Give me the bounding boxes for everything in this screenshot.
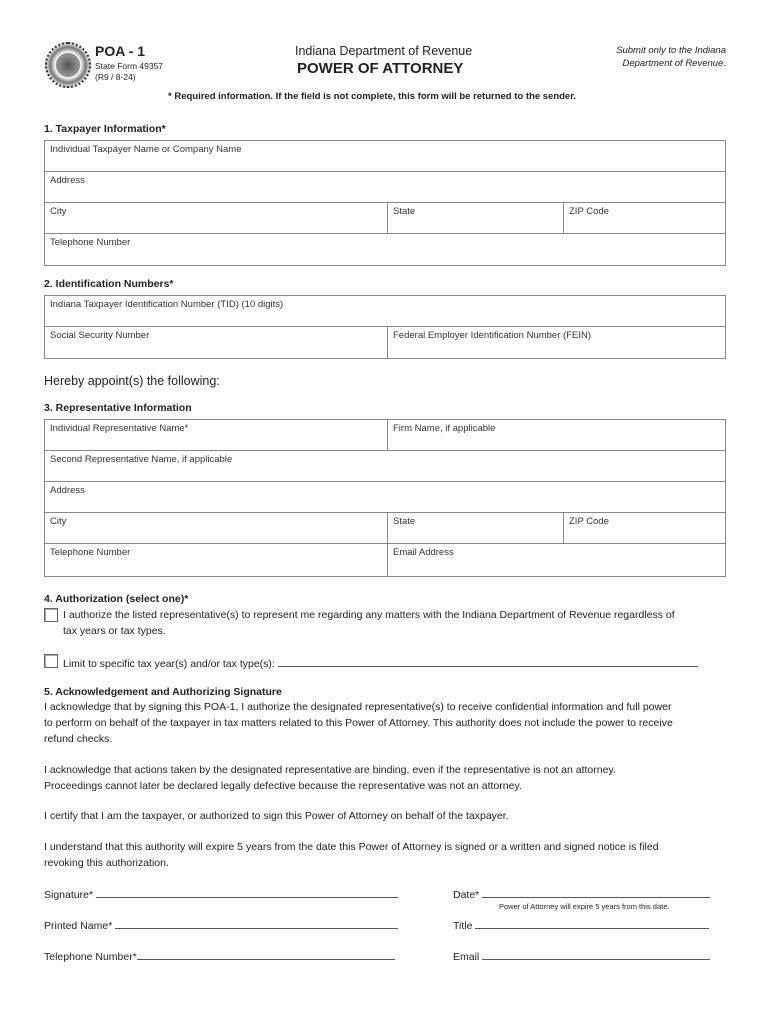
- state-form-number: State Form 49357: [95, 61, 164, 71]
- signature-label: Signature*: [44, 889, 94, 901]
- authorize-all-label-2: tax years or tax types.: [63, 625, 166, 637]
- phone-input[interactable]: [137, 949, 395, 960]
- phone-row: [44, 949, 395, 963]
- firm-name-field[interactable]: Firm Name, if applicable: [387, 420, 725, 450]
- submit-note-2: Department of Revenue.: [622, 58, 726, 69]
- limit-checkbox[interactable]: [44, 654, 58, 668]
- ack-p2-l2: Proceedings cannot later be declared legally defective because the representative was not an attorney.: [44, 780, 522, 792]
- ack-p2-l1: I acknowledge that actions taken by the designated representative are binding, even if the representative is not an attorney.: [44, 764, 616, 776]
- representative-box: [44, 419, 726, 577]
- second-rep-field[interactable]: Second Representative Name, if applicable: [50, 454, 233, 465]
- printed-name-input[interactable]: [115, 918, 398, 929]
- signature-row: [44, 887, 398, 901]
- rep-city-field[interactable]: City: [50, 516, 67, 527]
- date-label: Date*: [453, 889, 480, 901]
- section-1-title: 1. Taxpayer Information*: [44, 123, 166, 135]
- section-5-title: 5. Acknowledgement and Authorizing Signature: [44, 686, 282, 698]
- rep-address-field[interactable]: Address: [50, 485, 85, 496]
- section-4-title: 4. Authorization (select one)*: [44, 593, 189, 605]
- state-seal-logo: [45, 42, 91, 88]
- taxpayer-city-field[interactable]: City: [50, 206, 67, 217]
- date-note: Power of Attorney will expire 5 years from this date.: [499, 902, 670, 911]
- submit-note-1: Submit only to the Indiana: [616, 45, 726, 56]
- rep-phone-field[interactable]: Telephone Number: [50, 547, 131, 558]
- title-label: Title: [453, 920, 473, 932]
- taxpayer-address-field[interactable]: Address: [50, 175, 85, 186]
- fein-field[interactable]: Federal Employer Identification Number (FEIN): [387, 327, 725, 358]
- tid-field[interactable]: Indiana Taxpayer Identification Number (TID) (10 digits): [50, 299, 284, 310]
- rep-email-field[interactable]: Email Address: [387, 544, 725, 576]
- limit-input[interactable]: [278, 656, 698, 667]
- identification-box: [44, 295, 726, 359]
- title-row: [453, 918, 709, 932]
- ack-p3: I certify that I am the taxpayer, or authorized to sign this Power of Attorney on behalf of the taxpayer.: [44, 810, 509, 822]
- authorize-all-checkbox[interactable]: [44, 608, 58, 622]
- date-row: [453, 887, 710, 901]
- ack-p1-l1: I acknowledge that by signing this POA-1, I authorize the designated representative(s) to receive confidential information and full power: [44, 701, 672, 713]
- section-3-title: 3. Representative Information: [44, 402, 192, 414]
- email-label: Email: [453, 951, 480, 963]
- appoint-heading: Hereby appoint(s) the following:: [44, 374, 220, 388]
- authorize-all-label: I authorize the listed representative(s) to represent me regarding any matters with the Indiana Department of Revenue regardless of: [63, 609, 675, 621]
- page-title: POWER OF ATTORNEY: [297, 60, 464, 77]
- taxpayer-state-field[interactable]: State: [387, 203, 563, 233]
- ack-p1-l3: refund checks.: [44, 733, 113, 745]
- taxpayer-phone-field[interactable]: Telephone Number: [50, 237, 131, 248]
- required-note: * Required information. If the field is not complete, this form will be returned to the sender.: [168, 91, 577, 102]
- email-input[interactable]: [482, 949, 710, 960]
- date-input[interactable]: [482, 887, 710, 898]
- revision: (R9 / 8-24): [95, 72, 136, 82]
- rep-state-field[interactable]: State: [387, 513, 563, 543]
- phone-label: Telephone Number*: [44, 951, 137, 963]
- ssn-field[interactable]: Social Security Number: [50, 330, 150, 341]
- title-input[interactable]: [475, 918, 709, 929]
- limit-label: [63, 656, 698, 670]
- ack-p4-l1: I understand that this authority will expire 5 years from the date this Power of Attorney is signed or a written and signed notice is filed: [44, 841, 659, 853]
- limit-label-text: Limit to specific tax year(s) and/or tax type(s):: [63, 658, 275, 670]
- form-id: POA - 1: [95, 43, 146, 59]
- taxpayer-name-field[interactable]: Individual Taxpayer Name or Company Name: [50, 144, 242, 155]
- printed-name-row: [44, 918, 398, 932]
- signature-input[interactable]: [96, 887, 398, 898]
- section-2-title: 2. Identification Numbers*: [44, 278, 174, 290]
- agency-name: Indiana Department of Revenue: [295, 44, 473, 58]
- taxpayer-zip-field[interactable]: ZIP Code: [563, 203, 725, 233]
- taxpayer-info-box: [44, 140, 726, 266]
- rep-name-field[interactable]: Individual Representative Name*: [50, 423, 189, 434]
- printed-name-label: Printed Name*: [44, 920, 113, 932]
- ack-p4-l2: revoking this authorization.: [44, 857, 169, 869]
- email-row: [453, 949, 710, 963]
- rep-zip-field[interactable]: ZIP Code: [563, 513, 725, 543]
- ack-p1-l2: to perform on behalf of the taxpayer in tax matters related to this Power of Attorney. This authority does not include the power to receive: [44, 717, 673, 729]
